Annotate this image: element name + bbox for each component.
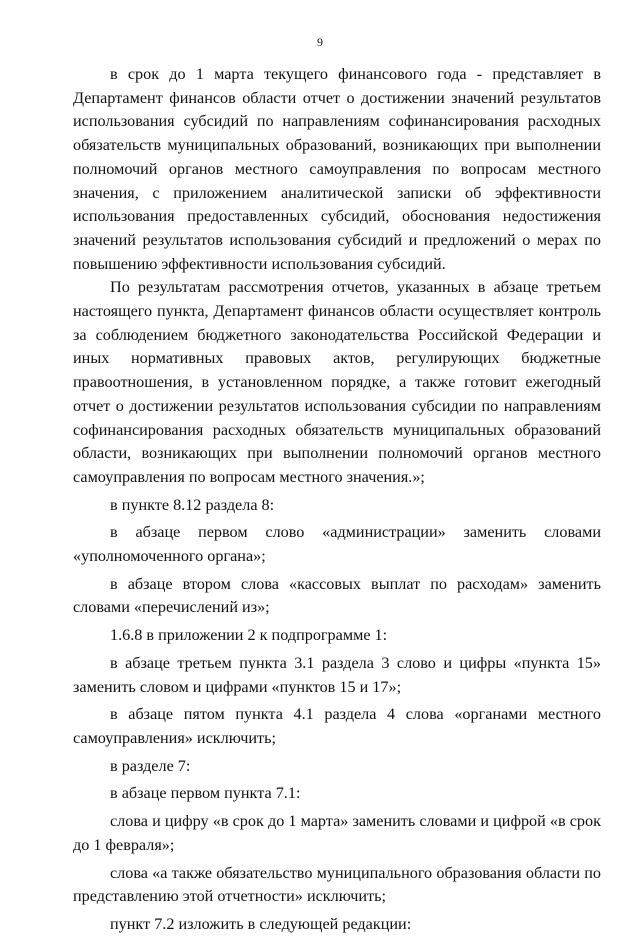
paragraph: в абзаце пятом пункта 4.1 раздела 4 слова «органами местного самоуправления» исключить; — [73, 705, 601, 747]
paragraph: в разделе 7: — [110, 756, 191, 775]
paragraph: слова «а также обязательство муниципального образования области по представлению этой отчетности» исключить; — [73, 863, 601, 906]
paragraph: По результатам рассмотрения отчетов, указанных в абзаце третьем настоящего пункта, Департамент финансов области осуществляет контроль за соблюдением бюджетного законодательства Российской Федерации и иных нормативных правовых актов, регулирующих бюджетные правоотношения, в установленном порядке, а также готовит ежегодный отчет о достижении результатов использования субсидии по направлениям софинансирования расходных обязательств муниципальных образований области, возникающих при выполнении полномочий органов местного самоуправления по вопросам местного значения.»; — [73, 278, 601, 486]
paragraph: в срок до 1 марта текущего финансового года - представляет в Департамент финансов области отчет о достижении значений результатов использования субсидий по направлениям софинансирования расходных обязательств муниципальных образований, возникающих при выполнении полномочий органов местного самоуправления по вопросам местного значения, с приложением аналитической записки об эффективности использования предоставленных субсидий, обоснования недостижения значений результатов использования субсидий и предложений о мерах по повышению эффективности использования субсидий. — [73, 65, 601, 273]
paragraph: в абзаце первом пункта 7.1: — [110, 784, 301, 803]
paragraph: в абзаце третьем пункта 3.1 раздела 3 слово и цифры «пункта 15» заменить словом и цифрами «пунктов 15 и 17»; — [73, 653, 601, 696]
paragraph: пункт 7.2 изложить в следующей редакции: — [110, 914, 412, 933]
paragraph: в абзаце втором слова «кассовых выплат по расходам» заменить словами «перечислений из»; — [73, 574, 601, 617]
document-body — [73, 63, 601, 937]
paragraph: 1.6.8 в приложении 2 к подпрограмме 1: — [110, 626, 388, 645]
paragraph: в пункте 8.12 раздела 8: — [110, 495, 275, 514]
paragraph: в абзаце первом слово «администрации» заменить словами «уполномоченного органа»; — [73, 523, 601, 566]
page-number: 9 — [317, 35, 323, 49]
paragraph: слова и цифру «в срок до 1 марта» заменить словами и цифрой «в срок до 1 февраля»; — [73, 812, 601, 854]
